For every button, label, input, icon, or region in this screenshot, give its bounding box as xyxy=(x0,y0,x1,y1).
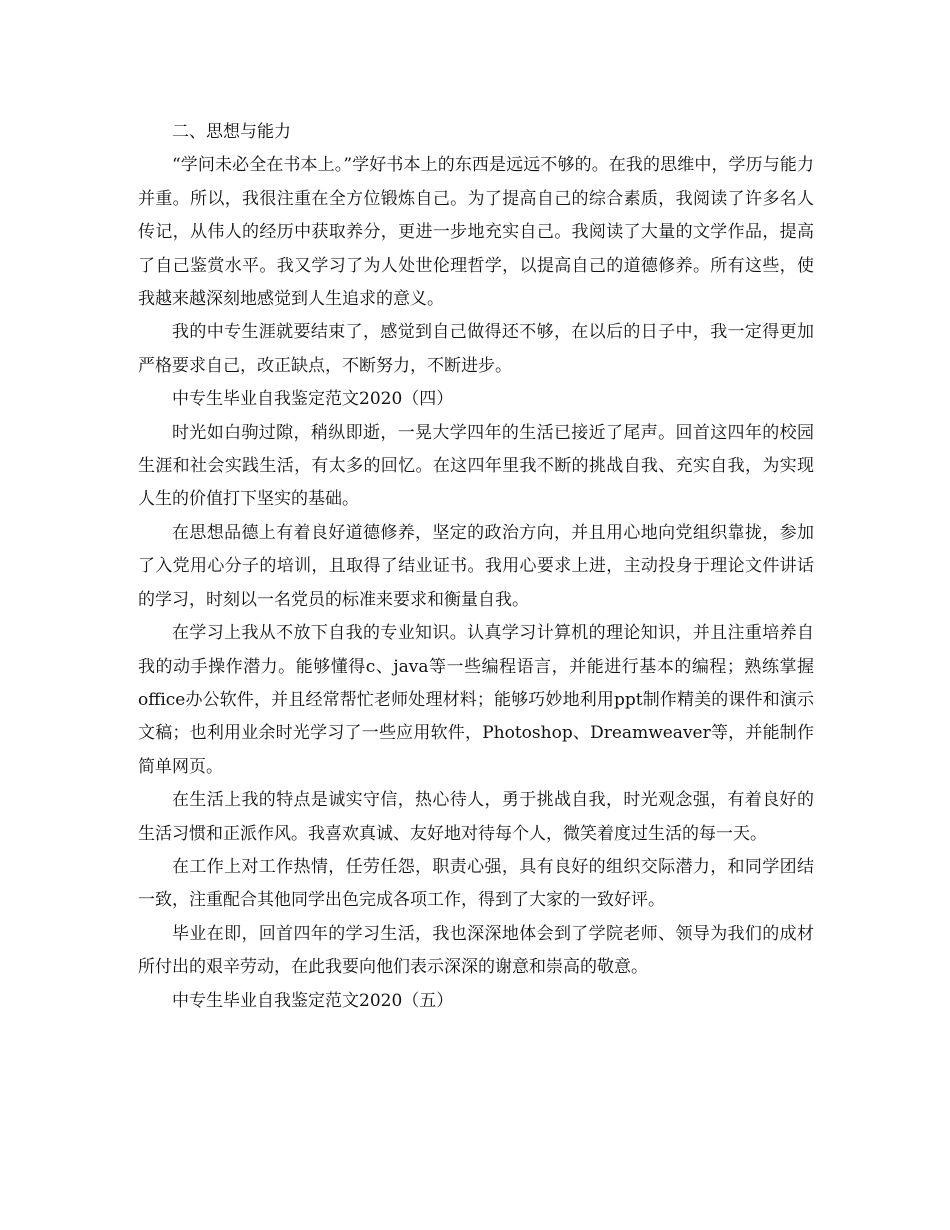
paragraph: “学问未必全在书本上。”学好书本上的东西是远远不够的。在我的思维中，学历与能力并重。所以，我很注重在全方位锻炼自己。为了提高自己的综合素质，我阅读了许多名人传记，从伟人的经历中获取养分，更进一步地充实自己。我阅读了大量的文学作品，提高了自己鉴赏水平。我又学习了为人处世伦理哲学，以提高自己的道德修养。所有这些，使我越来越深刻地感觉到人生追求的意义。 xyxy=(138,155,814,310)
paragraph: 在工作上对工作热情，任劳任怨，职责心强，具有良好的组织交际潜力，和同学团结一致，注重配合其他同学出色完成各项工作，得到了大家的一致好评。 xyxy=(138,856,814,911)
section-heading-thought-ability: 二、思想与能力 xyxy=(172,122,291,142)
paragraph: 在思想品德上有着良好道德修养，坚定的政治方向，并且用心地向党组织靠拢，参加了入党用心分子的培训，且取得了结业证书。我用心要求上进，主动投身于理论文件讲话的学习，时刻以一名党员的标准来要求和衡量自我。 xyxy=(138,522,814,610)
paragraph: 毕业在即，回首四年的学习生活，我也深深地体会到了学院老师、领导为我们的成材所付出的艰辛劳动，在此我要向他们表示深深的谢意和崇高的敬意。 xyxy=(138,923,814,978)
paragraph: 我的中专生涯就要结束了，感觉到自己做得还不够，在以后的日子中，我一定得更加严格要求自己，改正缺点，不断努力，不断进步。 xyxy=(138,322,814,376)
paragraph: 在生活上我的特点是诚实守信，热心待人，勇于挑战自我，时光观念强，有着良好的生活习惯和正派作风。我喜欢真诚、友好地对待每个人，微笑着度过生活的每一天。 xyxy=(138,790,814,844)
paragraph: 时光如白驹过隙，稍纵即逝，一晃大学四年的生活已接近了尾声。回首这四年的校园生涯和社会实践生活，有太多的回忆。在这四年里我不断的挑战自我、充实自我，为实现人生的价值打下坚实的基础。 xyxy=(138,422,814,510)
section-heading-sample-five: 中专生毕业自我鉴定范文2020（五） xyxy=(172,990,454,1011)
paragraph: 在学习上我从不放下自我的专业知识。认真学习计算机的理论知识，并且注重培养自我的动手操作潜力。能够懂得c、java等一些编程语言，并能进行基本的编程；熟练掌握office办公软件，并且经常帮忙老师处理材料；能够巧妙地利用ppt制作精美的课件和演示文稿；也利用业余时光学习了一些应用软件，Photoshop、Dreamweaver等，并能制作简单网页。 xyxy=(138,623,814,777)
document-body xyxy=(138,116,814,1018)
section-heading-sample-four: 中专生毕业自我鉴定范文2020（四） xyxy=(172,389,454,410)
